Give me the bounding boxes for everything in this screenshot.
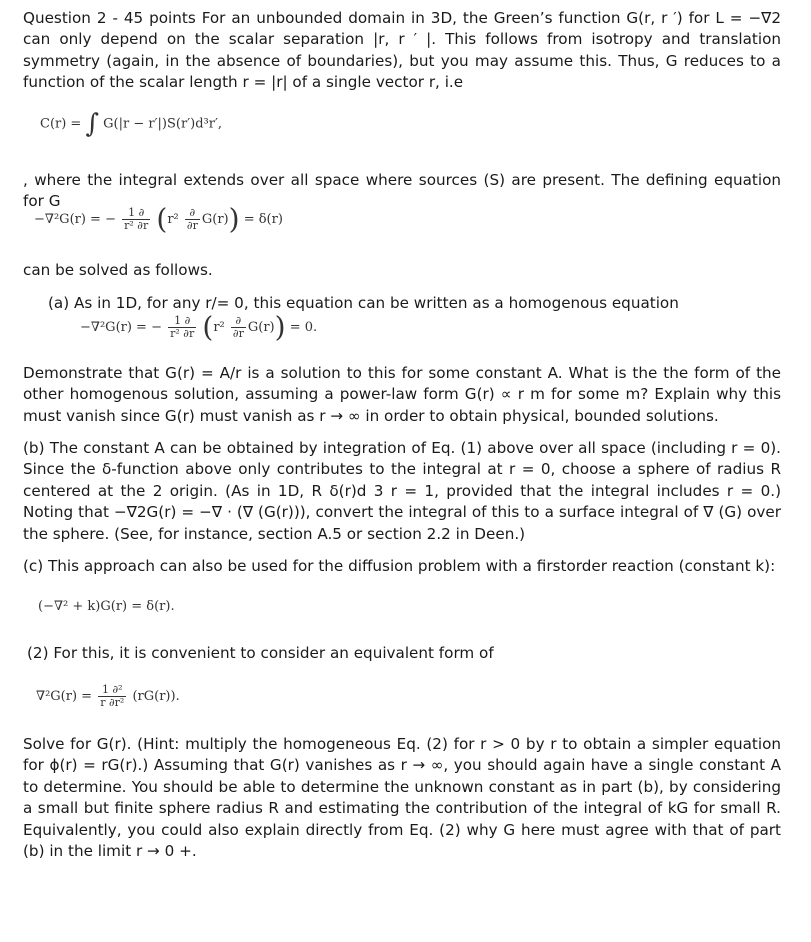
eq1-rhs: G(|r − r′|)S(r′)d³r′, — [103, 116, 223, 132]
open-paren: ( — [156, 202, 168, 236]
eq5-rhs: (rG(r)). — [132, 689, 180, 704]
part-a-intro: (a) As in 1D, for any r/= 0, this equation can be written as a homogenous equation — [48, 294, 679, 312]
final-paragraph: Solve for G(r). (Hint: multiply the homogeneous Eq. (2) for r > 0 by r to obtain a simpler equation for ϕ(r) = rG(r).) Assuming that G(r) vanishes as r → ∞, you should again have a single constant A to determine. You should be able to determine the unknown constant as in part (b), by considering a small but finite sphere radius R and estimating the contribution of the integral of kG for small R. Equivalently, you could also explain directly from Eq. (2) why G here must agree with that of part (b) in the limit r → 0 +. — [23, 735, 781, 861]
eq3-rhs: = 0. — [289, 320, 318, 335]
eq2-inner-pre: r² — [167, 212, 179, 227]
eq2-inner-fraction: $\frac{\partial}{\partial r}$ — [186, 206, 198, 232]
eq2-lhs: −∇²G(r) = − — [34, 212, 116, 227]
question-intro: Question 2 - 45 points For an unbounded domain in 3D, the Green’s function G(r, r ′) for L = −∇2 can only depend on the scalar separation |r, r ′ |. This follows from isotropy and translation symmetry (again, in the absence of boundaries), but you may assume this. Thus, G reduces to a function of the scalar length r = |r| of a single vector r, i.e — [23, 9, 781, 92]
eq5-lhs: ∇²G(r) = — [36, 689, 93, 704]
eq2-inner-post: G(r) — [201, 212, 229, 227]
equation-2 — [34, 202, 283, 236]
eq2-fraction: $\frac{1 \partial}{\text{r² ∂r}}$ — [124, 206, 149, 232]
close-paren: ) — [228, 202, 240, 236]
eq3-inner-pre: r² — [213, 320, 225, 335]
equation-4: (−∇² + k)G(r) = δ(r). — [38, 599, 175, 614]
eq3-lhs: −∇²G(r) = − — [80, 320, 162, 335]
equation-3 — [80, 310, 318, 344]
part-b-text: (b) The constant A can be obtained by integration of Eq. (1) above over all space (including r = 0). Since the δ-function above only contributes to the integral at r = 0, choose a sphere of radius R centered at the 2 origin. (As in 1D, R δ(r)d 3 r = 1, provided that the integral includes r = 0.) Noting that −∇2G(r) = −∇ · (∇ (G(r))), convert the integral of this to a surface integral of ∇ (G) over the sphere. (See, for instance, section A.5 or section 2.2 in Deen.) — [23, 439, 781, 543]
part-a-text: Demonstrate that G(r) = A/r is a solution to this for some constant A. What is the the form of the other homogenous solution, assuming a power-law form G(r) ∝ r m for some m? Explain why this must vanish since G(r) must vanish as r → ∞ in order to obtain physical, bounded solutions. — [23, 364, 781, 425]
eq2-rhs: = δ(r) — [243, 212, 283, 227]
solved-paragraph: can be solved as follows. — [23, 261, 213, 279]
eq5-fraction: $\frac{\text{1 ∂²}}{\text{r ∂r²}}$ — [100, 683, 125, 709]
open-paren: ( — [202, 310, 214, 344]
equation-1 — [40, 109, 223, 139]
part-c-text: (c) This approach can also be used for the diffusion problem with a firstorder reaction (constant k): — [23, 557, 776, 575]
close-paren: ) — [274, 310, 286, 344]
eq3-inner-fraction: $\frac{\partial}{\partial r}$ — [232, 314, 244, 340]
where-paragraph: , where the integral extends over all space where sources (S) are present. The defining equation for G — [23, 171, 781, 211]
integral-sign: ∫ — [85, 109, 100, 139]
eq3-fraction: $\frac{1 \partial}{\text{r² ∂r}}$ — [170, 314, 195, 340]
eq2-intro-paragraph: (2) For this, it is convenient to consider an equivalent form of — [27, 644, 494, 662]
eq3-inner-post: G(r) — [247, 320, 275, 335]
equation-5 — [36, 684, 180, 709]
eq1-lhs: C(r) = — [40, 116, 82, 132]
